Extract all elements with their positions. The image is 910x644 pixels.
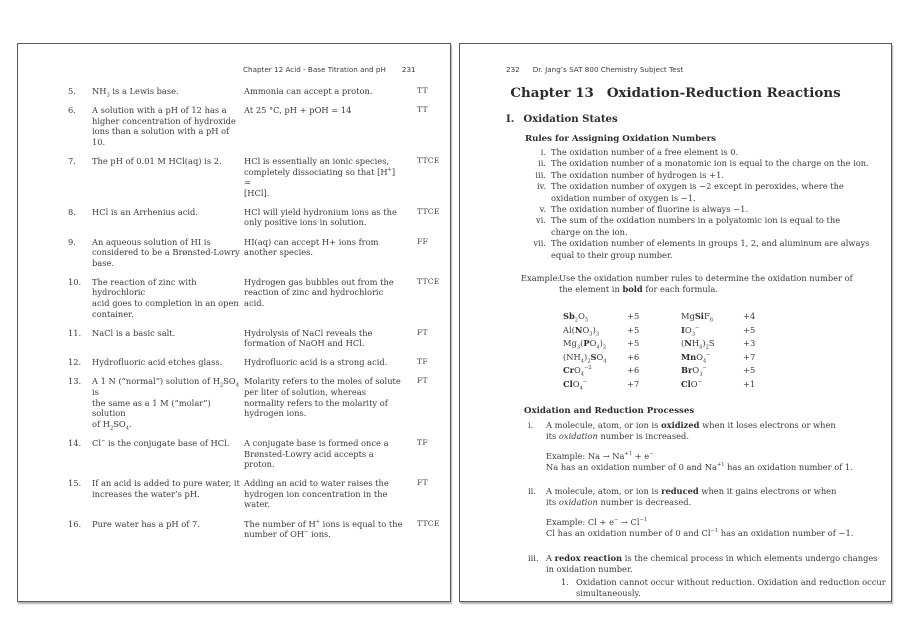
rule-row bbox=[520, 147, 891, 158]
tf-item-row bbox=[68, 237, 450, 269]
chapter-title bbox=[483, 85, 868, 101]
running-header bbox=[243, 65, 450, 74]
rule-row bbox=[520, 181, 891, 204]
item-reason: Ammonia can accept a proton. bbox=[244, 86, 373, 96]
item-answer-code: FT bbox=[417, 376, 428, 386]
formula-cell: MnO$_4$− bbox=[681, 351, 711, 365]
rule-row bbox=[520, 204, 891, 215]
example-intro-text bbox=[559, 273, 891, 295]
item-statement: A 1 N (“normal”) solution of $H_2SO_4$ is the same as a 1 M (“molar”) solution of $H_2SO_4$. bbox=[92, 376, 239, 432]
example-equation: Example: $Cl + e^- \to Cl^{-1}$ bbox=[546, 517, 648, 528]
rules-heading: Rules for Assigning Oxidation Numbers bbox=[525, 134, 716, 144]
value-cell: +5 bbox=[743, 365, 756, 376]
item-reason: At 25 °C, pH + pOH = 14 bbox=[244, 105, 352, 116]
tf-item-row bbox=[68, 376, 450, 432]
formula-cell: $(NH_4)_2S$ bbox=[681, 338, 715, 351]
tf-item-row bbox=[68, 105, 450, 147]
item-statement: NaCl is a basic salt. bbox=[92, 327, 176, 338]
rule-text: The oxidation number of elements in groups 1, 2, and aluminum are always equal to their group number. bbox=[551, 238, 870, 260]
table-row bbox=[563, 337, 891, 350]
item-reason: HCl is essentially an ionic species, completely dissociating so that [H+] = [HCl]. bbox=[244, 155, 396, 198]
true-false-items bbox=[68, 86, 450, 540]
running-header bbox=[506, 65, 891, 74]
value-cell: +5 bbox=[627, 338, 640, 349]
rule-numeral: v. bbox=[539, 204, 546, 215]
rule-numeral: ii. bbox=[538, 158, 546, 169]
value-cell: +4 bbox=[743, 311, 756, 322]
example-equation: Example: $Na \to Na^{+1} + e^-$ bbox=[546, 450, 654, 461]
value-cell: +5 bbox=[627, 311, 640, 322]
process-item bbox=[528, 486, 891, 550]
tf-item-row bbox=[68, 438, 450, 470]
item-answer-code: TTCE bbox=[417, 518, 440, 528]
value-cell: +5 bbox=[627, 324, 640, 335]
item-statement: The pH of 0.01 M HCl(aq) is 2. bbox=[92, 155, 222, 166]
running-header-title: Chapter 12 Acid - Base Titration and pH bbox=[243, 65, 386, 74]
tf-item-row bbox=[68, 519, 450, 540]
process-body bbox=[546, 553, 891, 600]
rule-text: The oxidation number of a monatomic ion is equal to the charge on the ion. bbox=[551, 158, 869, 169]
table-row bbox=[563, 324, 891, 337]
item-number: 8. bbox=[68, 206, 76, 217]
process-item bbox=[528, 420, 891, 484]
oxidation-number-table bbox=[563, 310, 891, 390]
rule-row bbox=[520, 238, 891, 261]
example-intro-line2: the element in bold for each formula. bbox=[559, 284, 719, 295]
value-cell: +7 bbox=[743, 351, 756, 362]
item-reason: A conjugate base is formed once a Brønsted-Lowry acid accepts a proton. bbox=[244, 437, 389, 470]
example-explanation: Cl has an oxidation number of 0 and $Cl^{-1}$ has an oxidation number of −1. bbox=[546, 528, 854, 539]
tf-item-row bbox=[68, 277, 450, 319]
process-text: A molecule, atom, or ion is oxidized when it loses electrons or when its oxidation number is increased. bbox=[546, 419, 836, 442]
tf-item-row bbox=[68, 207, 450, 228]
process-subitem bbox=[561, 577, 891, 599]
table-row bbox=[563, 351, 891, 364]
tf-item-row bbox=[68, 156, 450, 198]
formula-cell: $IO_3^-$ bbox=[681, 324, 700, 338]
item-statement: Cl− is the conjugate base of HCl. bbox=[92, 437, 230, 448]
item-reason: The number of H+ ions is equal to the number of OH− ions. bbox=[244, 518, 403, 540]
subitem-text: Oxidation cannot occur without reduction. Oxidation and reduction occur simultaneously. bbox=[576, 576, 886, 599]
value-cell: +3 bbox=[743, 338, 756, 349]
rule-row bbox=[520, 170, 891, 181]
process-body bbox=[546, 486, 891, 550]
item-statement: If an acid is added to pure water, it increases the water’s pH. bbox=[92, 478, 240, 499]
item-number: 6. bbox=[68, 105, 76, 116]
item-reason: Molarity refers to the moles of solute per liter of solution, whereas normality refers to the molarity of hydrogen ions. bbox=[244, 376, 401, 419]
formula-cell: CrO$_4^{-2}$ bbox=[563, 365, 592, 378]
process-numeral: i. bbox=[528, 419, 534, 430]
item-answer-code: TT bbox=[417, 86, 428, 95]
item-reason: Adding an acid to water raises the hydrogen ion concentration in the water. bbox=[244, 478, 389, 510]
process-item bbox=[528, 553, 891, 600]
item-reason: Hydrogen gas bubbles out from the reaction of zinc and hydrochloric acid. bbox=[244, 276, 394, 308]
item-number: 15. bbox=[68, 478, 82, 489]
book-page-left bbox=[17, 43, 451, 602]
tf-item-row bbox=[68, 86, 450, 97]
item-reason: HCl will yield hydronium ions as the only positive ions in solution. bbox=[244, 206, 397, 228]
rule-text: The oxidation number of oxygen is −2 except in peroxides, where the oxidation number of oxygen is −1. bbox=[551, 181, 844, 203]
example-explanation: Na has an oxidation number of 0 and $Na^{+1}$ has an oxidation number of 1. bbox=[546, 462, 853, 473]
item-answer-code: TTCE bbox=[417, 276, 440, 286]
running-header-title: Dr. Jang’s SAT 800 Chemistry Subject Test bbox=[532, 65, 684, 74]
formula-cell: ClO$_4$− bbox=[563, 378, 588, 392]
formula-cell: $Sb_2O_5$ bbox=[563, 311, 589, 325]
example-label: Example: bbox=[521, 273, 561, 284]
item-answer-code: FT bbox=[417, 478, 428, 488]
item-answer-code: TF bbox=[417, 357, 428, 367]
item-statement: The reaction of zinc with hydrochloric acid goes to completion in an open container. bbox=[92, 276, 239, 319]
item-statement: A solution with a pH of 12 has a higher concentration of hydroxide ions than a solution with a pH of 10. bbox=[92, 105, 236, 147]
formula-cell: $Al(NO_3)_3$ bbox=[563, 324, 600, 338]
value-cell: +6 bbox=[627, 351, 640, 362]
item-statement: Hydrofluoric acid etches glass. bbox=[92, 357, 223, 368]
value-cell: +6 bbox=[627, 365, 640, 376]
process-example bbox=[546, 517, 891, 539]
page-number: 231 bbox=[401, 65, 416, 74]
process-example bbox=[546, 451, 891, 473]
rule-text: The oxidation number of hydrogen is +1. bbox=[551, 169, 724, 180]
table-row bbox=[563, 310, 891, 323]
item-statement: Pure water has a pH of 7. bbox=[92, 518, 200, 529]
item-statement: $NH_3$ is a Lewis base. bbox=[92, 86, 179, 99]
item-statement: HCl is an Arrhenius acid. bbox=[92, 206, 198, 217]
item-answer-code: TT bbox=[417, 105, 428, 115]
section-heading bbox=[506, 113, 891, 125]
rule-numeral: iii. bbox=[535, 169, 546, 180]
process-body bbox=[546, 420, 891, 484]
chapter-name: Oxidation-Reduction Reactions bbox=[606, 85, 841, 101]
table-row bbox=[563, 378, 891, 391]
table-row bbox=[563, 364, 891, 377]
item-reason: HI(aq) can accept H+ ions from another species. bbox=[244, 236, 379, 258]
formula-cell: ClO− bbox=[681, 378, 702, 389]
example-intro bbox=[521, 273, 891, 295]
item-number: 14. bbox=[68, 437, 82, 448]
value-cell: +5 bbox=[743, 324, 756, 335]
formula-cell: MgSiF$_6$ bbox=[681, 311, 713, 325]
rule-numeral: vii. bbox=[533, 238, 546, 249]
item-number: 9. bbox=[68, 236, 76, 247]
rule-numeral: i. bbox=[540, 147, 546, 157]
rule-row bbox=[520, 158, 891, 169]
tf-item-row bbox=[68, 357, 450, 368]
item-number: 12. bbox=[68, 357, 82, 368]
item-number: 5. bbox=[68, 86, 76, 96]
item-number: 7. bbox=[68, 155, 76, 166]
formula-cell: $Mg_3(PO_4)_2$ bbox=[563, 338, 607, 351]
section-numeral: I. bbox=[506, 113, 515, 125]
chapter-number: Chapter 13 bbox=[510, 85, 594, 101]
formula-cell: $(NH_4)_2SO_4$ bbox=[563, 351, 607, 365]
subitem-number: 1. bbox=[561, 576, 569, 587]
process-text: A molecule, atom, or ion is reduced when it gains electrons or when its oxidation number is decreased. bbox=[546, 486, 837, 508]
item-statement: An aqueous solution of HI is considered to be a Brønsted-Lowry base. bbox=[92, 236, 240, 268]
item-number: 13. bbox=[68, 376, 82, 387]
value-cell: +1 bbox=[743, 378, 756, 389]
item-number: 11. bbox=[68, 327, 82, 338]
rule-numeral: iv. bbox=[537, 181, 546, 192]
process-text: A redox reaction is the chemical process in which elements undergo changes in oxidation number. bbox=[546, 552, 878, 574]
item-answer-code: TTCE bbox=[417, 155, 440, 165]
item-reason: Hydrofluoric acid is a strong acid. bbox=[244, 357, 388, 368]
rule-text: The oxidation number of a free element is 0. bbox=[551, 147, 739, 157]
processes-heading: Oxidation and Reduction Processes bbox=[524, 405, 695, 416]
book-page-right bbox=[459, 43, 892, 602]
rules-list bbox=[506, 147, 891, 261]
item-reason: Hydrolysis of NaCl reveals the formation of NaOH and HCl. bbox=[244, 327, 373, 349]
process-numeral: iii. bbox=[528, 552, 539, 563]
item-number: 10. bbox=[68, 276, 82, 287]
formula-cell: BrO$_3$− bbox=[681, 365, 707, 378]
item-answer-code: TF bbox=[417, 437, 428, 447]
value-cell: +7 bbox=[627, 378, 640, 389]
tf-item-row bbox=[68, 328, 450, 349]
item-number: 16. bbox=[68, 518, 82, 529]
item-answer-code: FT bbox=[417, 327, 428, 337]
rule-text: The oxidation number of fluorine is always −1. bbox=[551, 204, 749, 215]
example-intro-line1: Use the oxidation number rules to determine the oxidation number of bbox=[559, 273, 853, 284]
item-answer-code: TTCE bbox=[417, 206, 440, 216]
process-numeral: ii. bbox=[528, 486, 536, 497]
rule-numeral: vi. bbox=[536, 215, 546, 226]
rule-text: The sum of the oxidation numbers in a polyatomic ion is equal to the charge on the ion. bbox=[551, 215, 841, 237]
tf-item-row bbox=[68, 478, 450, 510]
rule-row bbox=[520, 215, 891, 238]
item-answer-code: FF bbox=[417, 236, 429, 246]
section-title: Oxidation States bbox=[523, 113, 618, 125]
page-number: 232 bbox=[506, 65, 520, 74]
